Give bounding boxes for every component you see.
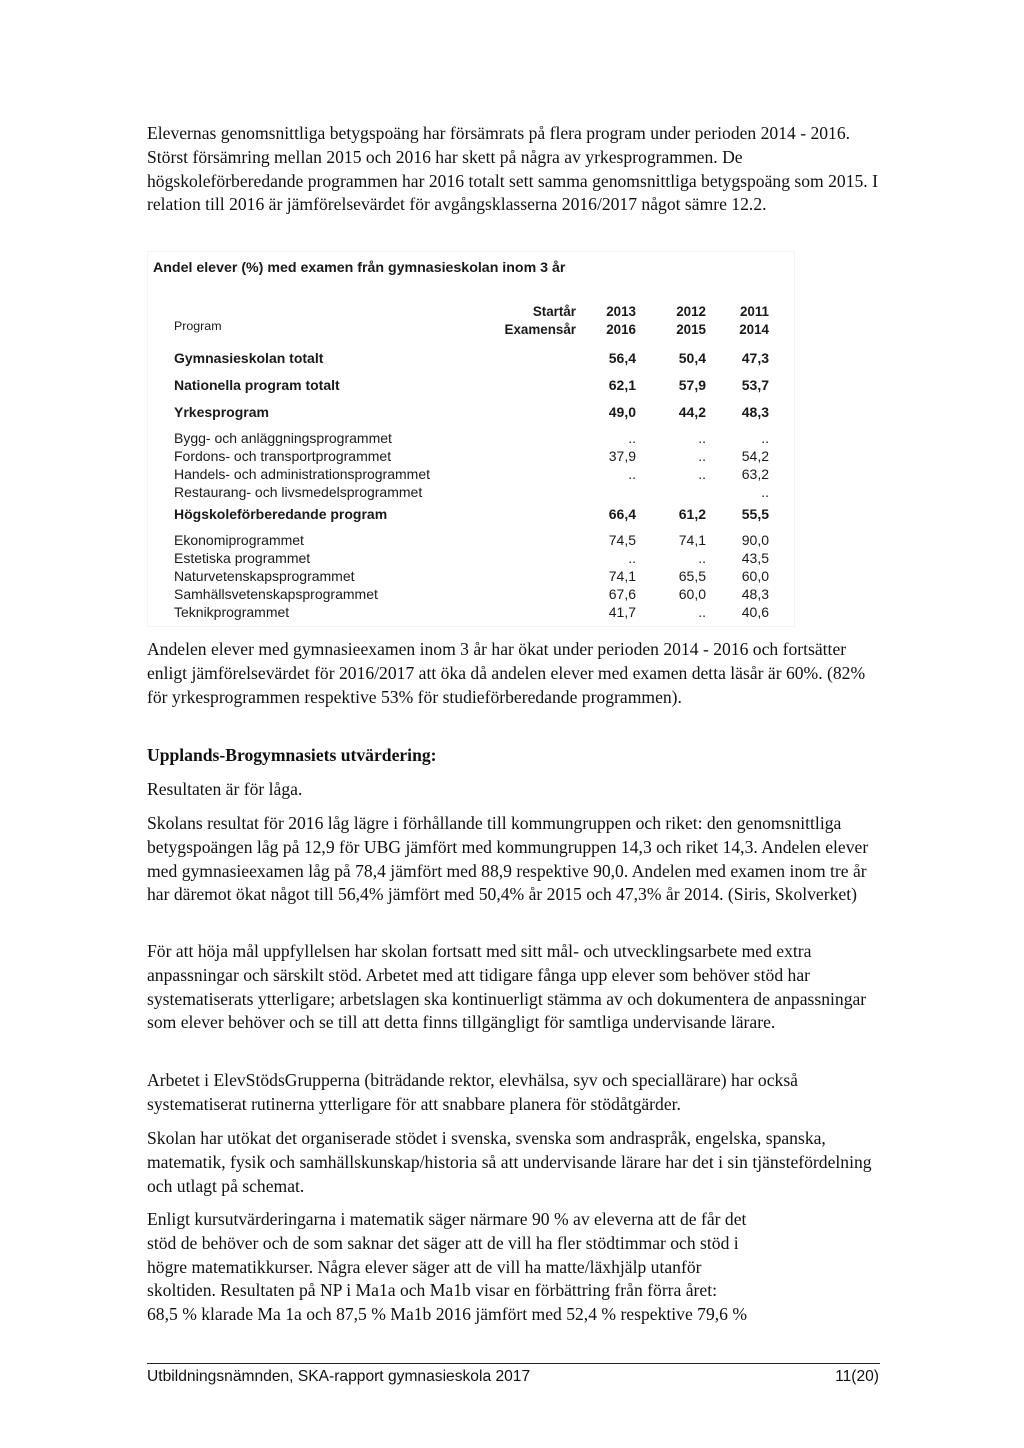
row-value: 74,1: [678, 532, 706, 548]
table-row: [148, 377, 794, 395]
kurs-line: Enligt kursutvärderingarna i matematik säger närmare 90 % av eleverna att de får det: [147, 1209, 747, 1229]
col2-start: 2012: [676, 304, 706, 319]
kurs-line: högre matematikkurser. Några elever säger att de vill ha matte/läxhjälp utanför: [147, 1256, 702, 1277]
skolans-paragraph: Skolans resultat för 2016 låg lägre i förhållande till kommungruppen och riket: den genomsnittliga betygspoängen låg på 12,9 för UBG jämfört med kommungruppen 14,3 och riket 14,3. Andelen elever med gymnasieexamen låg på 78,4 jämfört med 88,9 respektive 90,0. Andelen med examen inom tre år har däremot ökat något till 56,4% jämfört med 50,4% år 2015 och 47,3% år 2014. (Siris, Skolverket): [147, 813, 869, 905]
kurs-line: stöd de behöver och de som saknar det säger att de vill ha fler stödtimmar och stöd i: [147, 1232, 739, 1253]
kurs-paragraph: [147, 1208, 882, 1327]
footer-title: Utbildningsnämnden, SKA-rapport gymnasieskola 2017: [147, 1368, 531, 1385]
row-value: 37,9: [608, 448, 636, 464]
program-column-label: Program: [174, 319, 222, 333]
row-value: 74,1: [608, 568, 636, 584]
row-value: 56,4: [608, 350, 636, 366]
row-value: 60,0: [741, 568, 769, 584]
table-row: [148, 532, 794, 550]
footer-divider: [147, 1363, 880, 1364]
section-heading: Upplands-Brogymnasiets utvärdering:: [147, 745, 437, 765]
row-value: 62,1: [608, 377, 636, 393]
row-value: 61,2: [678, 506, 706, 522]
row-value: 41,7: [608, 604, 636, 620]
row-name: Teknikprogrammet: [174, 604, 290, 620]
row-value: ..: [698, 550, 706, 566]
col2-exam: 2015: [676, 322, 706, 337]
row-value: 43,5: [741, 550, 769, 566]
row-name: Gymnasieskolan totalt: [174, 350, 324, 366]
row-value: 54,2: [741, 448, 769, 464]
row-value: ..: [698, 448, 706, 464]
table-title: Andel elever (%) med examen från gymnasieskolan inom 3 år: [153, 260, 566, 276]
row-value: 53,7: [741, 377, 769, 393]
col1-exam: 2016: [606, 322, 636, 337]
table-row: [148, 350, 794, 368]
row-value: 48,3: [741, 404, 769, 420]
row-value: 50,4: [678, 350, 706, 366]
row-value: ..: [628, 430, 636, 446]
row-name: Bygg- och anläggningsprogrammet: [174, 430, 392, 446]
row-value: 55,5: [741, 506, 769, 522]
table-row: [148, 448, 794, 466]
row-value: 60,0: [678, 586, 706, 602]
kurs-line: 68,5 % klarade Ma 1a och 87,5 % Ma1b 2016 jämfört med 52,4 % respektive 79,6 %: [147, 1304, 747, 1325]
andelen-paragraph: Andelen elever med gymnasieexamen inom 3 år har ökat under perioden 2014 - 2016 och fortsätter enligt jämförelsevärdet för 2016/2017 att öka då andelen elever med examen detta läsår är 60%. (82% för yrkesprogrammen respektive 53% för studieförberedande programmen).: [147, 639, 866, 707]
row-value: 49,0: [608, 404, 636, 420]
row-value: 44,2: [678, 404, 706, 420]
table-row: [148, 506, 794, 524]
col1-start: 2013: [606, 304, 636, 319]
table-row: [148, 550, 794, 568]
row-value: ..: [698, 466, 706, 482]
examensar-label: Examensår: [504, 322, 576, 337]
row-value: 63,2: [741, 466, 769, 482]
row-name: Ekonomiprogrammet: [174, 532, 304, 548]
col3-exam: 2014: [739, 322, 769, 337]
row-value: 57,9: [678, 377, 706, 393]
resultaten-paragraph: Resultaten är för låga.: [147, 779, 303, 799]
startar-label: Startår: [532, 304, 576, 319]
row-value: 48,3: [741, 586, 769, 602]
row-value: ..: [698, 604, 706, 620]
row-name: Högskoleförberedande program: [174, 506, 388, 522]
col3-start: 2011: [739, 304, 769, 319]
row-value: 67,6: [608, 586, 636, 602]
row-value: 40,6: [741, 604, 769, 620]
row-name: Samhällsvetenskapsprogrammet: [174, 586, 378, 602]
row-name: Restaurang- och livsmedelsprogrammet: [174, 484, 423, 500]
row-value: ..: [698, 430, 706, 446]
row-name: Nationella program totalt: [174, 377, 340, 393]
row-name: Yrkesprogram: [174, 404, 269, 420]
row-value: ..: [628, 466, 636, 482]
row-name: Fordons- och transportprogrammet: [174, 448, 392, 464]
row-value: 66,4: [608, 506, 636, 522]
table-row: [148, 586, 794, 604]
row-name: Naturvetenskapsprogrammet: [174, 568, 355, 584]
row-name: Estetiska programmet: [174, 550, 311, 566]
table-row: [148, 466, 794, 484]
row-value: ..: [628, 550, 636, 566]
kurs-line: skoltiden. Resultaten på NP i Ma1a och Ma1b visar en förbättring från förra året:: [147, 1280, 717, 1301]
page-number: 11(20): [835, 1368, 879, 1385]
arbetet-paragraph: Arbetet i ElevStödsGrupperna (biträdande rektor, elevhälsa, syv och speciallärare) har också systematiserat rutinerna ytterligare för att snabbare planera för stödåtgärder.: [147, 1070, 798, 1114]
row-name: Handels- och administrationsprogrammet: [174, 466, 430, 482]
row-value: ..: [761, 430, 769, 446]
utokat-paragraph: Skolan har utökat det organiserade stödet i svenska, svenska som andraspråk, engelska, spanska, matematik, fysik och samhällskunskap/historia så att undervisande lärare har det i sin tjänstefördelning och utlagt på schemat.: [147, 1128, 872, 1196]
table-row: [148, 430, 794, 448]
row-value: 90,0: [741, 532, 769, 548]
table-row: [148, 568, 794, 586]
row-value: 74,5: [608, 532, 636, 548]
row-value: 65,5: [678, 568, 706, 584]
hoja-paragraph: För att höja mål uppfyllelsen har skolan fortsatt med sitt mål- och utvecklingsarbete med extra anpassningar och särskilt stöd. Arbetet med att tidigare fånga upp elever som behöver stöd har systematiserats ytterligare; arbetslagen ska kontinuerligt stämma av och dokumentera de anpassningar som elever behöver och se till att detta finns tillgängligt för samtliga undervisande lärare.: [147, 941, 867, 1033]
table-row: [148, 604, 794, 622]
intro-paragraph: Elevernas genomsnittliga betygspoäng har försämrats på flera program under perioden 2014 - 2016. Störst försämring mellan 2015 och 2016 har skett på några av yrkesprogrammen. De högskoleförberedande programmen har 2016 totalt sett samma genomsnittliga betygspoäng som 2015. I relation till 2016 är jämförelsevärdet för avgångsklasserna 2016/2017 något sämre 12.2.: [147, 123, 878, 215]
row-value: 47,3: [741, 350, 769, 366]
row-value: ..: [761, 484, 769, 500]
table-row: [148, 404, 794, 422]
table-row: [148, 484, 794, 502]
exam-table: [148, 252, 794, 626]
